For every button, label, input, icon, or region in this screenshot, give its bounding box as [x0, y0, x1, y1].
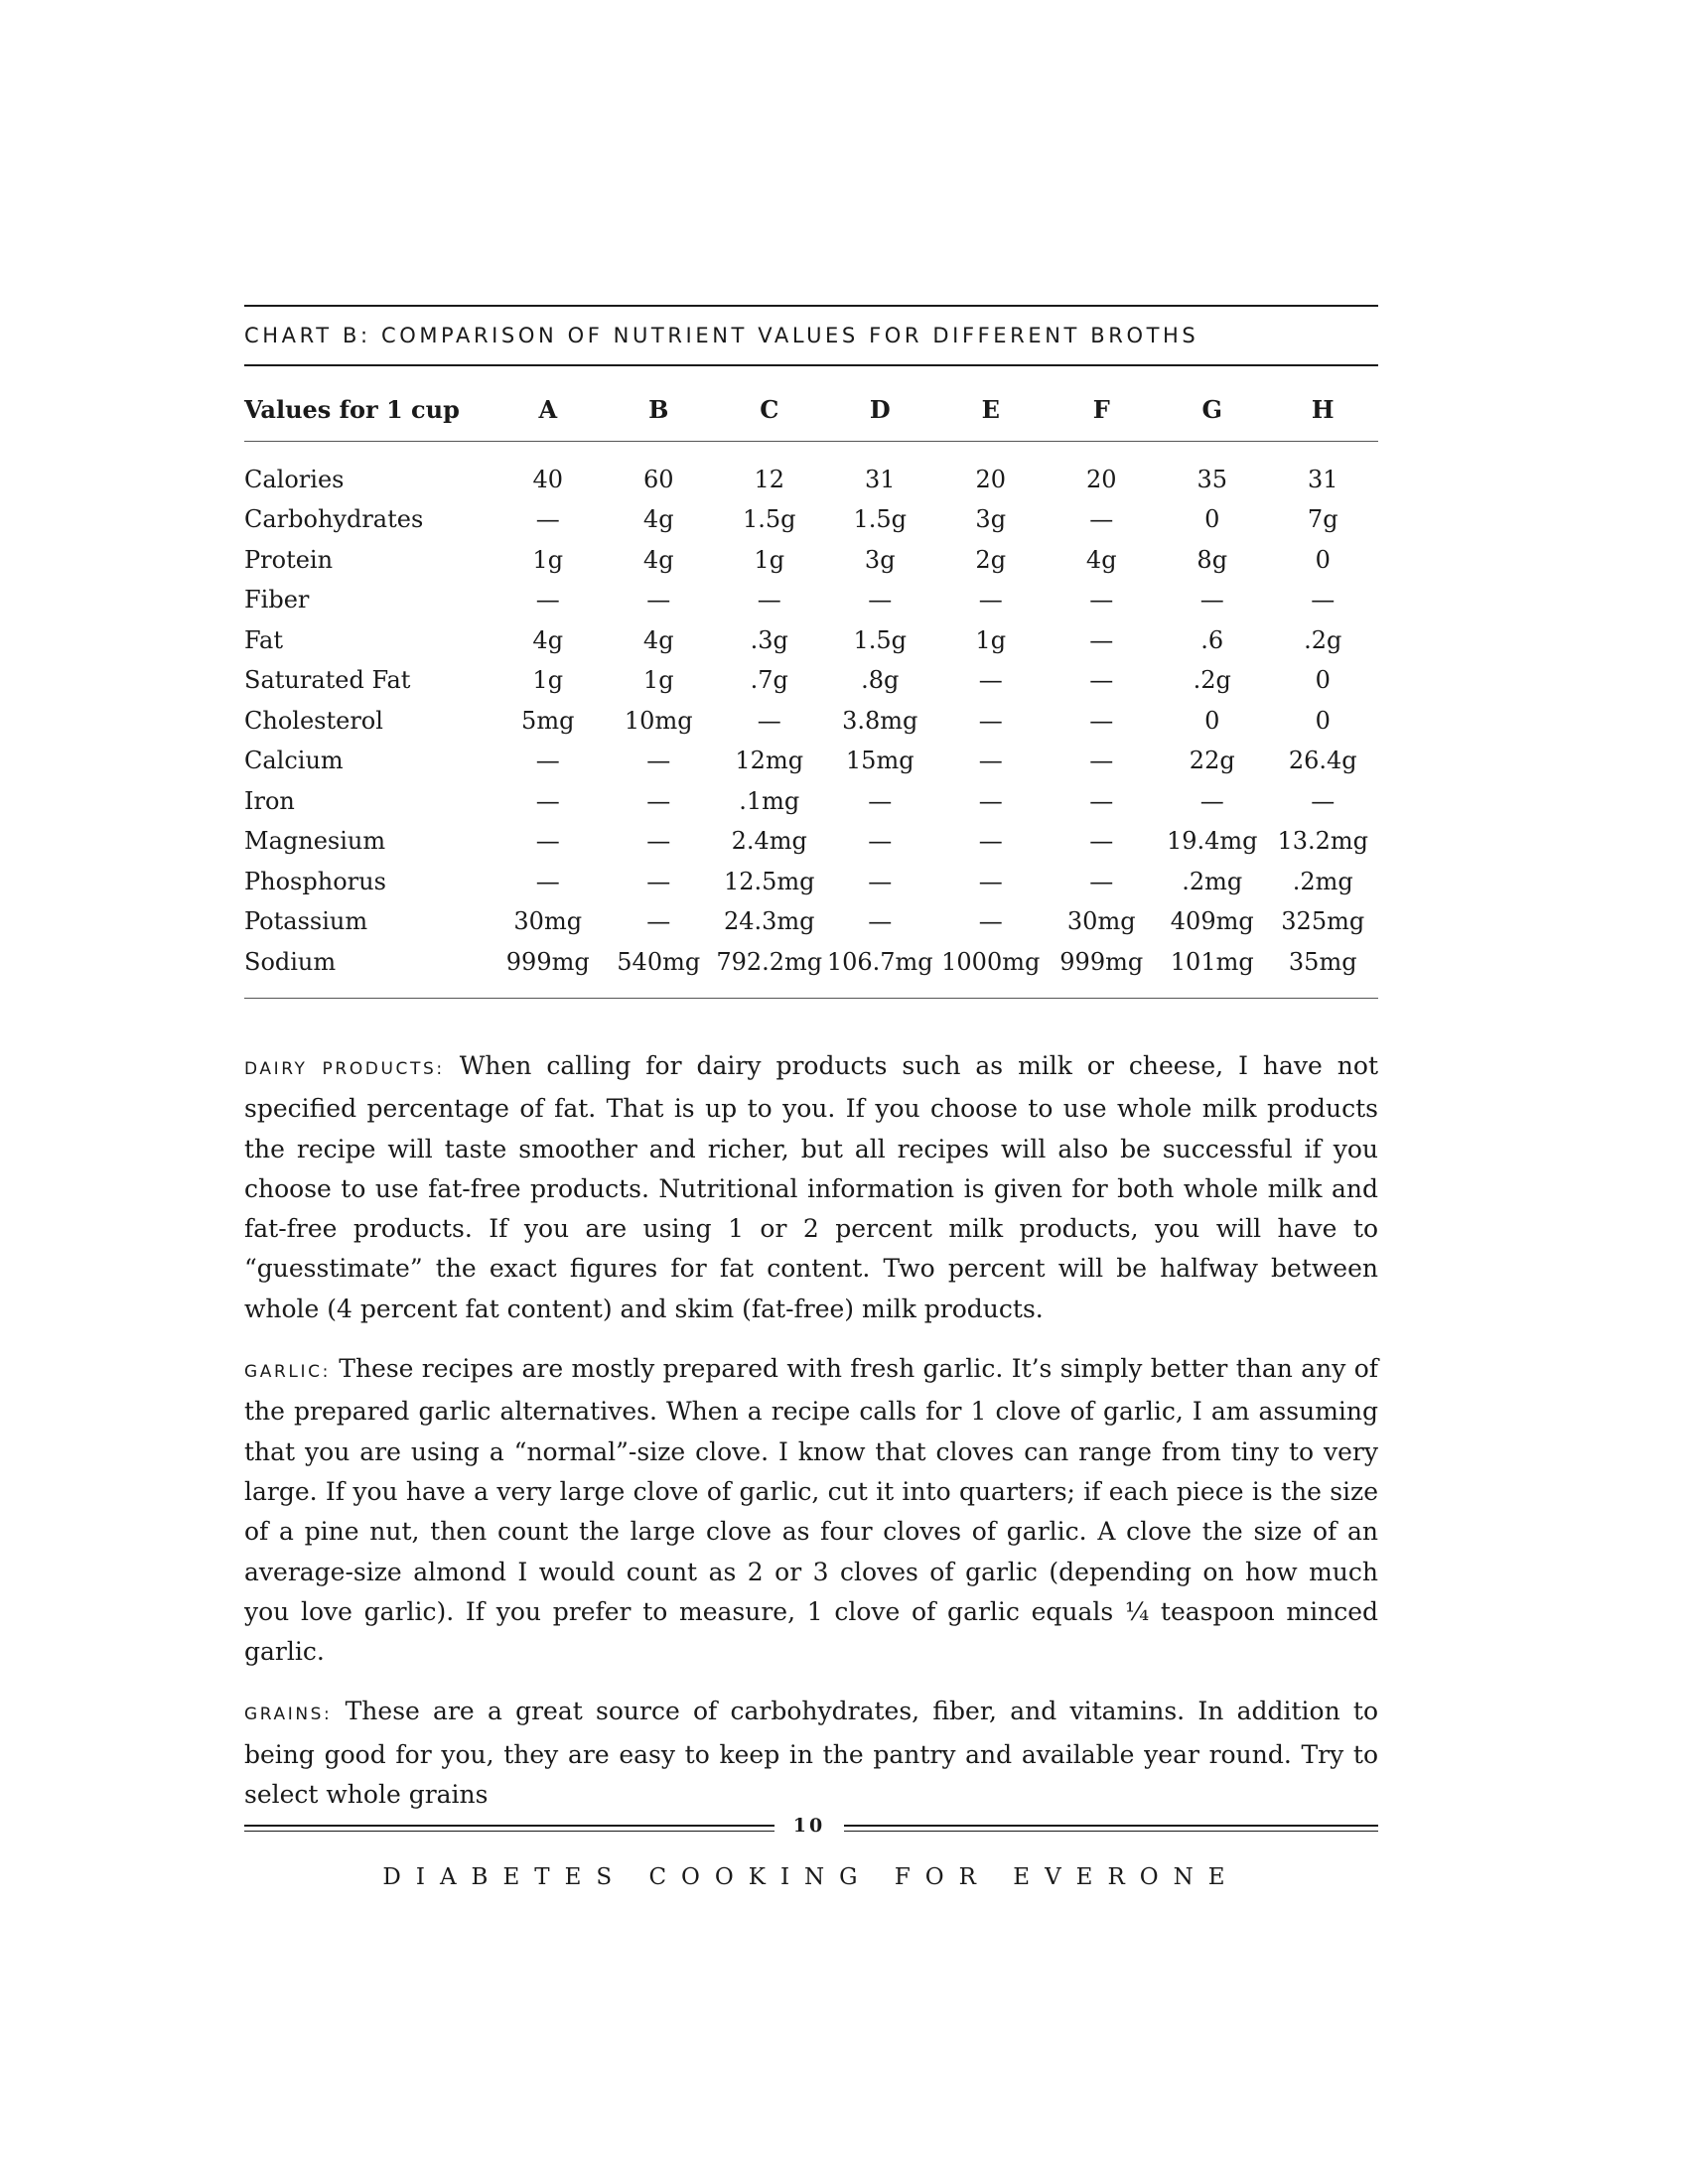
table-cell: 0 [1315, 706, 1331, 735]
table-cell: 12mg [735, 747, 804, 774]
table-cell: .2g [1304, 625, 1342, 654]
section-dairy-products [244, 1046, 1378, 1329]
table-row [244, 821, 1378, 862]
chart-title-rule [244, 364, 1378, 366]
table-cell: — [1089, 625, 1114, 654]
row-label: Calcium [244, 747, 344, 774]
table-cell: 999mg [1059, 947, 1144, 976]
table-cell: — [978, 706, 1003, 735]
table-cell: 35 [1196, 465, 1228, 493]
table-cell: .1mg [739, 786, 800, 815]
table-row [244, 460, 1378, 500]
section-lead: GRAINS: [244, 1705, 333, 1725]
table-cell: — [646, 747, 671, 774]
table-cell: 20 [975, 465, 1007, 493]
table-cell: — [1089, 666, 1114, 694]
table-row [244, 660, 1378, 701]
table-cell: 999mg [505, 947, 590, 976]
table-cell: — [868, 827, 893, 855]
table-cell: — [978, 827, 1003, 855]
table-cell: 0 [1204, 706, 1220, 735]
table-cell: 30mg [513, 907, 583, 935]
table-cell: 12.5mg [723, 867, 815, 895]
table-cell: 1g [754, 545, 785, 574]
table-cell: .2g [1193, 666, 1231, 694]
table-cell: — [646, 586, 671, 614]
section-text: These are a great source of carbohydrates, fiber, and vitamins. In addition to being good for you, they are easy to keep in the pantry and available year round. Try to select whole grains [244, 1697, 1379, 1810]
table-cell: 409mg [1170, 907, 1254, 935]
table-cell: 40 [532, 465, 564, 493]
table-cell: 31 [1307, 465, 1338, 493]
row-label: Protein [244, 545, 334, 574]
table-cell: 540mg [617, 947, 701, 976]
table-cell: 35mg [1288, 947, 1357, 976]
table-cell: — [535, 786, 560, 815]
table-cell: — [535, 747, 560, 774]
table-cell: 3g [864, 545, 896, 574]
row-label: Cholesterol [244, 706, 383, 735]
column-header-a: A [492, 388, 604, 441]
table-cell: 0 [1315, 545, 1331, 574]
table-cell: — [868, 786, 893, 815]
table-cell: 19.4mg [1166, 827, 1258, 855]
table-cell: — [868, 586, 893, 614]
row-label: Calories [244, 465, 345, 493]
column-header-d: D [825, 388, 936, 441]
table-cell: .2mg [1182, 867, 1243, 895]
footer-rule-right [844, 1825, 1378, 1832]
table-cell: 1g [975, 625, 1007, 654]
table-cell: — [1089, 706, 1114, 735]
table-cell: 2g [975, 545, 1007, 574]
table-row [244, 741, 1378, 781]
nutrient-table [244, 388, 1378, 982]
table-cell: 7g [1307, 505, 1338, 533]
column-header-f: F [1047, 388, 1158, 441]
row-label: Sodium [244, 947, 337, 976]
table-cell: .2mg [1292, 867, 1353, 895]
table-cell: 20 [1085, 465, 1117, 493]
table-cell: — [1089, 586, 1114, 614]
table-row [244, 499, 1378, 540]
table-cell: 26.4g [1288, 747, 1357, 774]
column-header-c: C [714, 388, 825, 441]
column-header-h: H [1268, 388, 1379, 441]
table-header-row [244, 388, 1378, 441]
table-cell: — [1089, 786, 1114, 815]
column-header-g: G [1157, 388, 1268, 441]
chart-top-rule [244, 305, 1378, 307]
table-cell: 2.4mg [731, 827, 807, 855]
row-label: Fiber [244, 586, 310, 614]
table-cell: — [535, 586, 560, 614]
section-lead: DAIRY PRODUCTS: [244, 1059, 445, 1079]
table-cell: 30mg [1066, 907, 1136, 935]
table-cell: 10mg [624, 706, 693, 735]
row-label: Saturated Fat [244, 666, 411, 694]
table-cell: 13.2mg [1277, 827, 1369, 855]
table-cell: 60 [642, 465, 674, 493]
column-header-b: B [604, 388, 715, 441]
running-footer-title: DIABETES COOKING FOR EVERONE [382, 1864, 1240, 1890]
table-cell: — [757, 586, 781, 614]
table-cell: 1g [642, 666, 674, 694]
table-cell: — [1199, 586, 1224, 614]
table-cell: 4g [642, 505, 674, 533]
table-row [244, 580, 1378, 620]
table-cell: 1g [532, 545, 564, 574]
chart-bottom-rule [244, 998, 1378, 999]
table-cell: 1.5g [853, 505, 908, 533]
table-cell: — [535, 505, 560, 533]
table-cell: 325mg [1281, 907, 1365, 935]
section-text: When calling for dairy products such as milk or cheese, I have not specified percentage of fat. That is up to you. If you choose to use whole milk products the recipe will taste smoother and richer, but all recipes will also be successful if you choose to use fat-free products. Nutritional information is given for both whole milk and fat-free products. If you are using 1 or 2 percent milk products, you will have to “guesstimate” the exact figures for fat content. Two percent will be halfway between whole (4 percent fat content) and skim (fat-free) milk products. [244, 1051, 1378, 1323]
body-text [244, 1046, 1378, 1835]
table-cell: 0 [1204, 505, 1220, 533]
table-cell: 22g [1189, 747, 1235, 774]
table-cell: 4g [642, 545, 674, 574]
table-cell: — [1089, 747, 1114, 774]
table-cell: 24.3mg [723, 907, 815, 935]
table-cell: — [1199, 786, 1224, 815]
table-row [244, 862, 1378, 902]
footer-rule-left [244, 1825, 774, 1832]
table-cell: — [535, 827, 560, 855]
table-cell: 1.5g [742, 505, 796, 533]
table-row [244, 781, 1378, 822]
row-label: Carbohydrates [244, 505, 424, 533]
table-cell: 4g [1085, 545, 1117, 574]
table-cell: — [757, 706, 781, 735]
row-label: Phosphorus [244, 867, 386, 895]
table-cell: .7g [750, 666, 788, 694]
table-cell: — [1089, 867, 1114, 895]
table-cell: 5mg [521, 706, 575, 735]
section-lead: GARLIC: [244, 1362, 331, 1383]
table-cell: — [978, 666, 1003, 694]
table-cell: 8g [1196, 545, 1228, 574]
table-cell: — [868, 867, 893, 895]
section-garlic [244, 1349, 1378, 1672]
row-label: Fat [244, 625, 283, 654]
column-header-e: E [935, 388, 1047, 441]
table-cell: — [1089, 827, 1114, 855]
page-number: 10 [792, 1815, 826, 1837]
table-cell: — [646, 786, 671, 815]
table-cell: 31 [864, 465, 896, 493]
row-label: Magnesium [244, 827, 386, 855]
table-row [244, 540, 1378, 581]
table-cell: — [978, 586, 1003, 614]
table-cell: 12 [754, 465, 785, 493]
table-row [244, 901, 1378, 942]
table-cell: — [646, 827, 671, 855]
table-cell: .3g [750, 625, 788, 654]
table-cell: .8g [861, 666, 900, 694]
table-cell: 3g [975, 505, 1007, 533]
table-cell: — [1311, 586, 1336, 614]
table-body [244, 441, 1378, 982]
table-cell: 1000mg [941, 947, 1041, 976]
table-cell: .6 [1200, 625, 1224, 654]
section-text: These recipes are mostly prepared with fresh garlic. It’s simply better than any of the prepared garlic alternatives. When a recipe calls for 1 clove of garlic, I am assuming that you are using a “normal”-size clove. I know that cloves can range from tiny to very large. If you have a very large clove of garlic, cut it into quarters; if each piece is the size of a pine nut, then count the large clove as four cloves of garlic. A clove the size of an average-size almond I would count as 2 or 3 cloves of garlic (depending on how much you love garlic). If you prefer to measure, 1 clove of garlic equals ¼ teaspoon minced garlic. [244, 1354, 1379, 1667]
table-cell: — [646, 867, 671, 895]
table-cell: — [1311, 786, 1336, 815]
table-cell: 101mg [1170, 947, 1254, 976]
row-label: Iron [244, 786, 295, 815]
table-cell: — [978, 907, 1003, 935]
table-cell: 3.8mg [842, 706, 918, 735]
table-cell: 15mg [845, 747, 914, 774]
table-cell: 106.7mg [826, 947, 933, 976]
table-row [244, 942, 1378, 983]
chart-title: CHART B: COMPARISON OF NUTRIENT VALUES FOR DIFFERENT BROTHS [244, 324, 1199, 347]
table-cell: 1.5g [853, 625, 908, 654]
row-label: Potassium [244, 907, 368, 935]
table-cell: 0 [1315, 666, 1331, 694]
table-row [244, 620, 1378, 661]
table-cell: — [535, 867, 560, 895]
table-cell: — [646, 907, 671, 935]
table-cell: 792.2mg [716, 947, 823, 976]
table-cell: 4g [532, 625, 564, 654]
section-grains [244, 1692, 1378, 1815]
table-cell: 1g [532, 666, 564, 694]
table-cell: — [1089, 505, 1114, 533]
table-cell: — [978, 747, 1003, 774]
column-header-label: Values for 1 cup [244, 388, 492, 441]
table-cell: — [978, 786, 1003, 815]
table-cell: — [978, 867, 1003, 895]
table-row [244, 701, 1378, 742]
table-cell: — [868, 907, 893, 935]
table-cell: 4g [642, 625, 674, 654]
